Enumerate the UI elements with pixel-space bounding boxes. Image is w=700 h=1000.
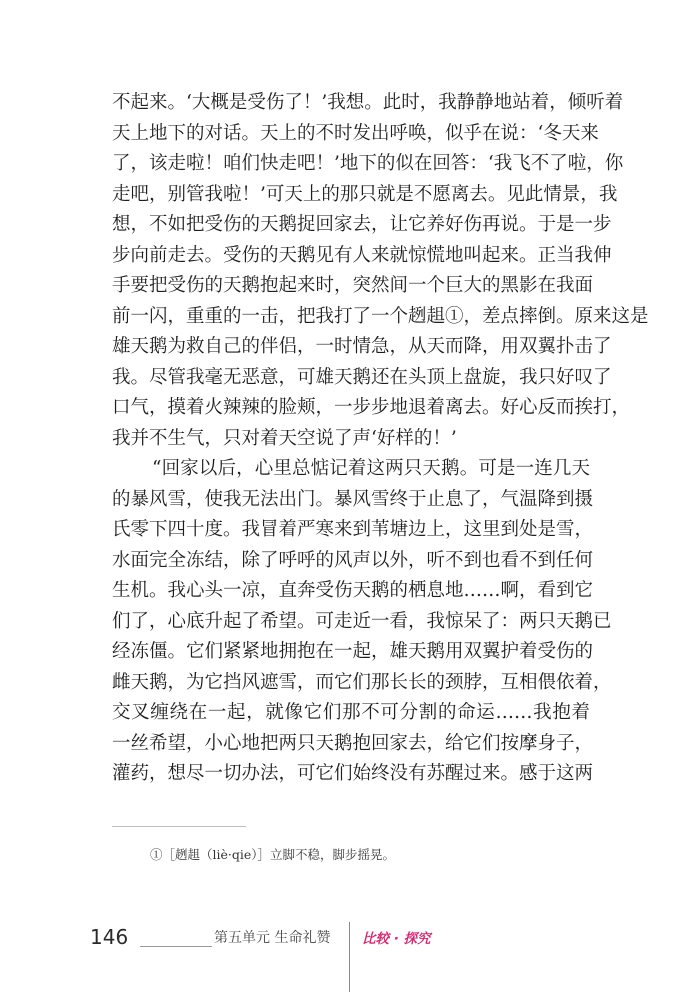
- text-line-18: 们了，心底升起了希望。可走近一看，我惊呆了：两只天鹅已: [112, 610, 612, 632]
- text-line-10: 我。尽管我毫无恶意，可雄天鹅还在头顶上盘旋，我只好叹了: [112, 366, 612, 388]
- text-line-14: 的暴风雪，使我无法出门。暴风雪终于止息了，气温降到摄: [112, 488, 594, 510]
- text-line-15: 氏零下四十度。我冒着严寒来到苇塘边上，这里到处是雪，: [112, 519, 594, 540]
- text-line-4: 走吧，别管我啦！’可天上的那只就是不愿离去。见此情景，我: [112, 183, 618, 205]
- text-line-19: 经冻僵。它们紧紧地拥抱在一起，雄天鹅用双翼护着受伤的: [112, 641, 594, 662]
- text-line-21: 交叉缠绕在一起，就像它们那不可分割的命运……我抱着: [112, 702, 590, 723]
- footer-divider: [349, 922, 350, 992]
- text-line-5: 想，不如把受伤的天鹅捉回家去，让它养好伤再说。于是一步: [112, 214, 612, 235]
- footer-rule: [140, 946, 212, 947]
- section-tag: 比较 · 探究: [362, 931, 431, 947]
- text-line-16: 水面完全冻结，除了呼呼的风声以外，听不到也看不到任何: [112, 549, 594, 571]
- text-line-2: 天上地下的对话。天上的不时发出呼唤，似乎在说：‘冬天来: [112, 122, 599, 144]
- text-line-17: 生机。我心头一凉，直奔受伤天鹅的栖息地……啊，看到它: [112, 580, 594, 601]
- text-line-13: “回家以后，心里总惦记着这两只天鹅。可是一连几天: [152, 458, 590, 479]
- footnote-divider: [112, 826, 246, 827]
- text-line-23: 灌药，想尽一切办法，可它们始终没有苏醒过来。感于这两: [112, 763, 594, 784]
- text-line-20: 雌天鹅，为它挡风遮雪，而它们那长长的颈脖，互相偎依着，: [112, 671, 612, 693]
- unit-title: 第五单元 生命礼赞: [214, 930, 331, 946]
- text-line-9: 雄天鹅为救自己的伴侣，一时情急，从天而降，用双翼扑击了: [112, 336, 612, 357]
- text-line-22: 一丝希望，小心地把两只天鹅抱回家去，给它们按摩身子，: [112, 732, 594, 754]
- text-line-3: 了，该走啦！咱们快走吧！’地下的似在回答：‘我飞不了啦，你: [112, 153, 624, 174]
- text-line-7: 手要把受伤的天鹅抱起来时，突然间一个巨大的黑影在我面: [112, 275, 594, 296]
- text-line-6: 步向前走去。受伤的天鹅见有人来就惊慌地叫起来。正当我伸: [112, 244, 612, 266]
- text-line-1: 不起来。‘大概是受伤了！’我想。此时，我静静地站着，倾听着: [112, 92, 624, 113]
- text-line-12: 我并不生气，只对着天空说了声‘好样的！’: [112, 427, 457, 449]
- page-number: 146: [90, 925, 129, 949]
- body-text: [112, 88, 649, 790]
- text-line-11: 口气，摸着火辣辣的脸颊，一步步地退着离去。好心反而挨打，: [112, 397, 631, 418]
- footnote: ①［趔趄（liè·qie）］立脚不稳，脚步摇晃。: [150, 847, 396, 862]
- text-line-8: 前一闪，重重的一击，把我打了一个趔趄①，差点摔倒。原来这是: [112, 305, 649, 327]
